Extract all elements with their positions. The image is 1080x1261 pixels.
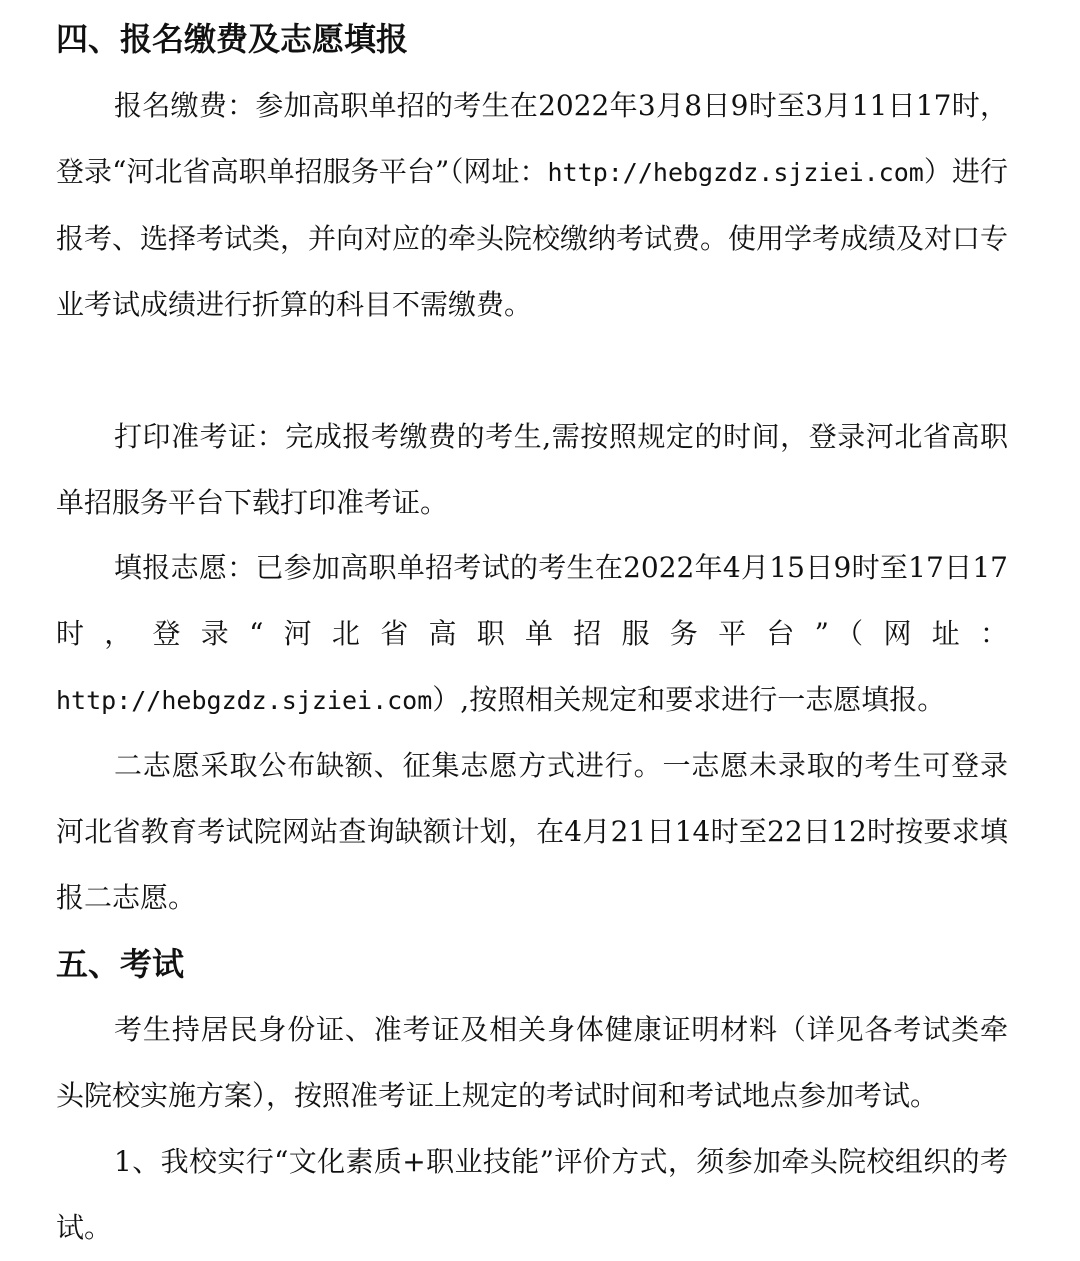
fee-paragraph-text-b: ）进行报考、选择考试类，并向对应的牵头院校缴纳考试费。使用学考成绩及对口专业考试成绩进行折算的科目不需缴费。 [56,155,1009,321]
section-4-heading: 四、报名缴费及志愿填报 [56,20,409,58]
platform-url: http://hebgzdz.sjziei.com [547,158,924,187]
volunteer-paragraph [56,535,1008,734]
section-5-heading: 五、考试 [56,945,185,983]
print-admission-paragraph: 打印准考证：完成报考缴费的考生,需按照规定的时间，登录河北省高职单招服务平台下载打印准考证。 [56,420,1008,519]
evaluation-method-paragraph: 1、我校实行“文化素质+职业技能”评价方式，须参加牵头院校组织的考试。 [56,1145,1008,1244]
volunteer-paragraph-text-a: 填报志愿：已参加高职单招考试的考生在2022年4月15日9时至17日17时，登录“河北省高职单招服务平台”（网址： [56,551,1008,650]
second-volunteer-paragraph: 二志愿采取公布缺额、征集志愿方式进行。一志愿未录取的考生可登录河北省教育考试院网站查询缺额计划，在4月21日14时至22日12时按要求填报二志愿。 [56,749,1008,914]
fee-paragraph-text-a: 报名缴费：参加高职单招的考生在2022年3月8日9时至3月11日17时，登录“河北省高职单招服务平台”（网址： [56,89,1008,188]
platform-url: http://hebgzdz.sjziei.com [56,686,433,715]
volunteer-paragraph-text-b: ）,按照相关规定和要求进行一志愿填报。 [432,683,946,716]
fee-paragraph [56,73,1008,338]
exam-requirements-paragraph: 考生持居民身份证、准考证及相关身体健康证明材料（详见各考试类牵头院校实施方案），按照准考证上规定的考试时间和考试地点参加考试。 [56,1013,1008,1112]
